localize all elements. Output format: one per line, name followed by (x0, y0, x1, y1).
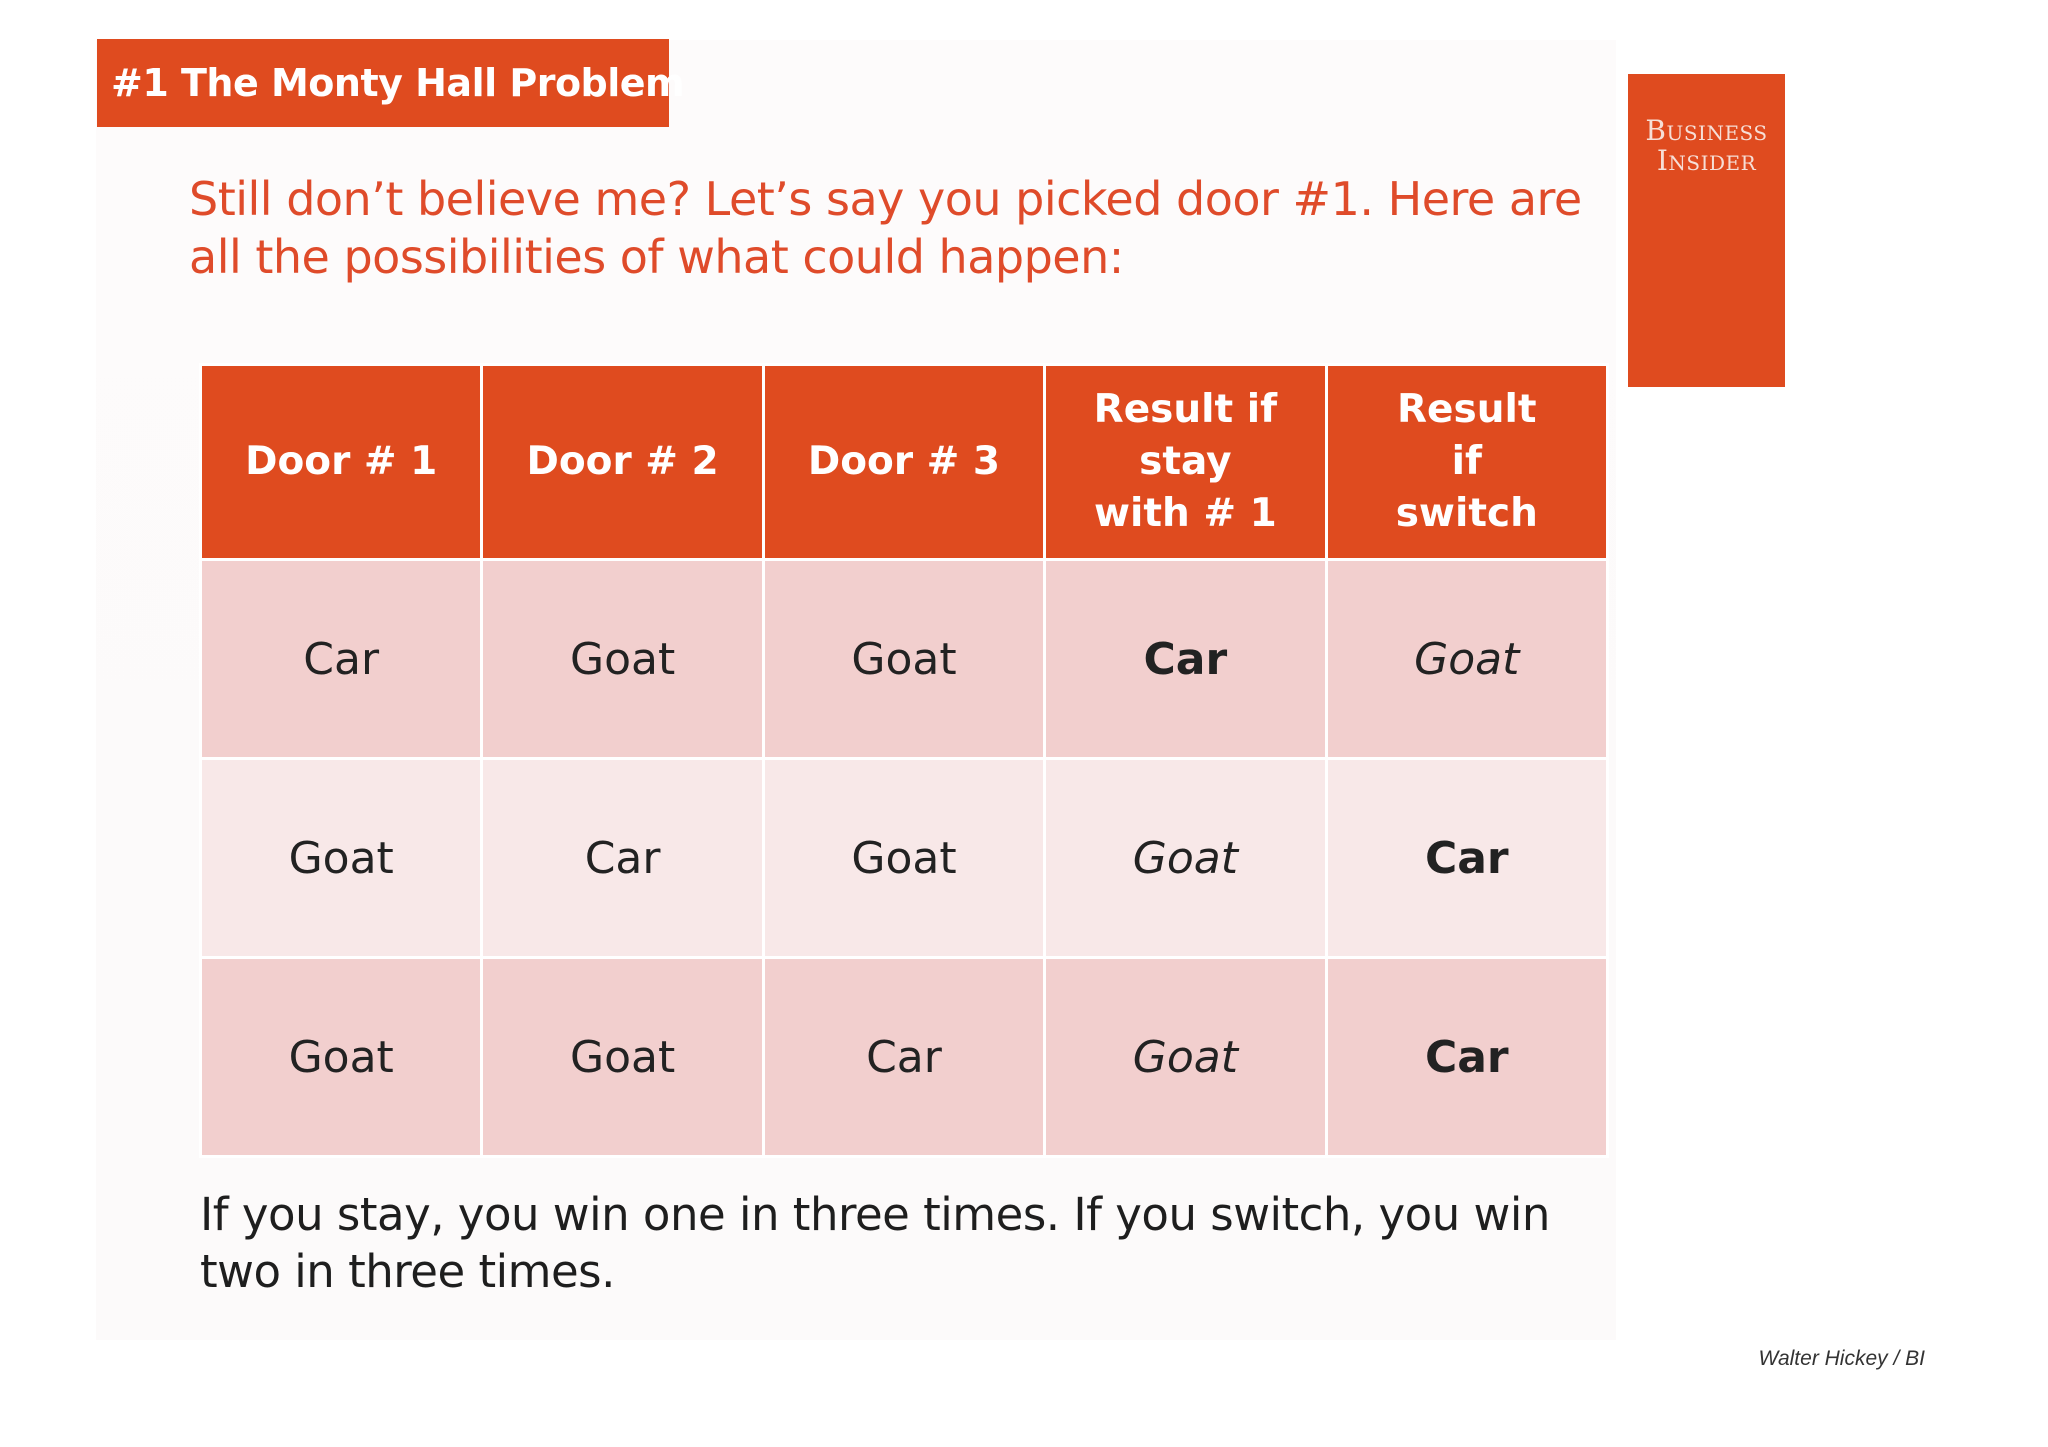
table-cell: Car (763, 958, 1044, 1157)
table-header-row (201, 365, 1608, 560)
logo-line-2: Insider (1656, 144, 1757, 177)
logo-line-1: Business (1645, 114, 1768, 147)
table-row (201, 560, 1608, 759)
header-result-switch: Result if switch (1326, 365, 1607, 560)
possibilities-table (199, 363, 1609, 1158)
header-result-stay: Result if stay with # 1 (1045, 365, 1326, 560)
business-insider-logo (1628, 74, 1785, 387)
table-cell-switch-result: Car (1326, 759, 1607, 958)
table-row (201, 759, 1608, 958)
table-row (201, 958, 1608, 1157)
table-cell: Goat (763, 560, 1044, 759)
header-door-2: Door # 2 (482, 365, 763, 560)
title-banner: #1 The Monty Hall Problem (97, 39, 669, 127)
table-cell: Car (482, 759, 763, 958)
header-door-3: Door # 3 (763, 365, 1044, 560)
table-cell: Goat (201, 759, 482, 958)
table-cell: Goat (201, 958, 482, 1157)
table-cell-stay-result: Car (1045, 560, 1326, 759)
intro-text: Still don’t believe me? Let’s say you picked door #1. Here are all the possibilities of what could happen: (189, 172, 1582, 284)
table-cell: Goat (763, 759, 1044, 958)
table-cell: Car (201, 560, 482, 759)
table-cell: Goat (482, 560, 763, 759)
table-cell: Goat (482, 958, 763, 1157)
table-cell-switch-result: Goat (1326, 560, 1607, 759)
table-cell-stay-result: Goat (1045, 958, 1326, 1157)
table-cell-switch-result: Car (1326, 958, 1607, 1157)
header-door-1: Door # 1 (201, 365, 482, 560)
conclusion-text: If you stay, you win one in three times. If you switch, you win two in three times. (200, 1188, 1550, 1298)
table-cell-stay-result: Goat (1045, 759, 1326, 958)
photo-credit: Walter Hickey / BI (1758, 1347, 1925, 1370)
